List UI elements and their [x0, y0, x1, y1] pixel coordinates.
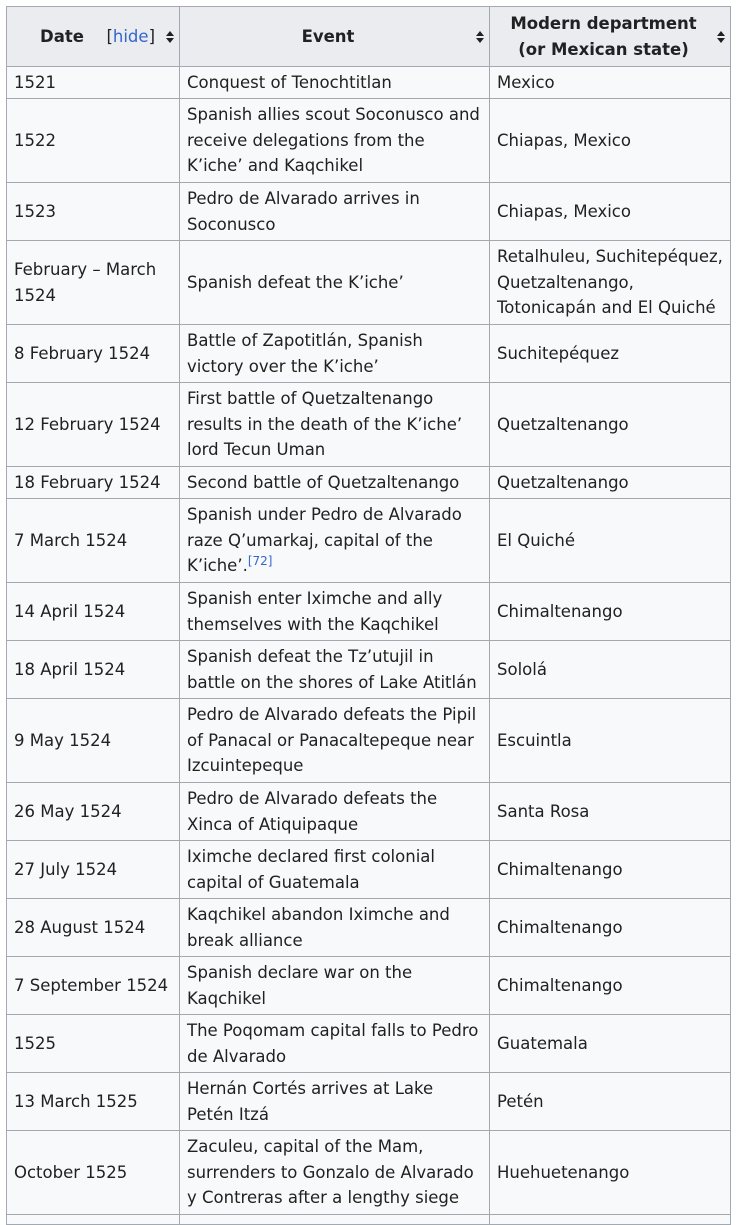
- cell-department: Chiapas, Mexico: [490, 99, 731, 183]
- cell-department: El Quiché: [490, 499, 731, 583]
- cell-event: [180, 957, 490, 1015]
- cell-department: Escuintla: [490, 699, 731, 783]
- header-department-label: Modern department (or Mexican state): [510, 13, 697, 59]
- hide-bracket-close: ]: [148, 26, 155, 46]
- cell-department: Quetzaltenango: [490, 467, 731, 499]
- cell-department: Suchitepéquez: [490, 325, 731, 383]
- table-row: [7, 699, 731, 783]
- table-row: [7, 499, 731, 583]
- cell-department: Santa Rosa: [490, 783, 731, 841]
- cell-date: 1525: [7, 1015, 180, 1073]
- table-row: [7, 1215, 731, 1225]
- cell-date: 27 July 1524: [7, 841, 180, 899]
- cell-event: [180, 699, 490, 783]
- cell-department: Chiapas, Mexico: [490, 183, 731, 241]
- sort-icon[interactable]: [476, 31, 484, 43]
- table-row: [7, 325, 731, 383]
- cell-event-text: Spanish enter Iximche and ally themselves with the Kaqchikel: [187, 588, 443, 634]
- header-row: [7, 7, 731, 67]
- table-row: [7, 783, 731, 841]
- table-row: [7, 67, 731, 99]
- cell-event: [180, 641, 490, 699]
- cell-date: 7 March 1524: [7, 499, 180, 583]
- sort-icon[interactable]: [717, 31, 725, 43]
- cell-date: 7 September 1524: [7, 957, 180, 1015]
- table-row: [7, 99, 731, 183]
- cell-event: [180, 383, 490, 467]
- table-row: [7, 841, 731, 899]
- cell-event-text: Spanish defeat the K’iche’: [187, 272, 404, 292]
- table-row: [7, 1015, 731, 1073]
- cell-event-text: The Poqomam capital falls to Pedro de Alvarado: [187, 1020, 479, 1066]
- cell-event: [180, 467, 490, 499]
- header-date[interactable]: [7, 7, 180, 67]
- cell-department: Quetzaltenango: [490, 383, 731, 467]
- cell-department: Retalhuleu, Suchitepéquez, Quetzaltenango, Totonicapán and El Quiché: [490, 241, 731, 325]
- cell-date: 8 February 1524: [7, 325, 180, 383]
- cell-department: Chimaltenango: [490, 583, 731, 641]
- cell-date: 1522: [7, 99, 180, 183]
- table-row: [7, 1131, 731, 1215]
- cell-date: February – March 1524: [7, 241, 180, 325]
- cell-date: 9 May 1524: [7, 699, 180, 783]
- table-row: [7, 957, 731, 1015]
- cell-event: [180, 783, 490, 841]
- header-date-label: Date: [40, 26, 84, 46]
- cell-date: October 1525: [7, 1131, 180, 1215]
- table-row: [7, 467, 731, 499]
- cell-event-text: Pedro de Alvarado arrives in Soconusco: [187, 188, 420, 234]
- hide-link[interactable]: hide: [112, 26, 149, 46]
- cell-event: [180, 841, 490, 899]
- cell-department: [490, 1215, 731, 1225]
- cell-event-text: Pedro de Alvarado defeats the Xinca of Atiquipaque: [187, 788, 438, 834]
- cell-event: [180, 499, 490, 583]
- cell-event-text: Iximche declared first colonial capital of Guatemala: [187, 846, 435, 892]
- cell-department: Chimaltenango: [490, 899, 731, 957]
- cell-department: Huehuetenango: [490, 1131, 731, 1215]
- table-row: [7, 641, 731, 699]
- cell-department: Chimaltenango: [490, 957, 731, 1015]
- cell-event-text: Pedro de Alvarado defeats the Pipil of Panacal or Panacaltepeque near Izcuintepeque: [187, 704, 477, 776]
- citation-ref: [248, 554, 273, 568]
- table-body: [7, 67, 731, 1225]
- table-row: [7, 241, 731, 325]
- cell-event: [180, 183, 490, 241]
- cell-department: Sololá: [490, 641, 731, 699]
- cell-date: 28 August 1524: [7, 899, 180, 957]
- cell-date: 18 February 1524: [7, 467, 180, 499]
- conquest-timeline-table-wrapper: [6, 6, 730, 1225]
- cell-event-text: Kaqchikel abandon Iximche and break alliance: [187, 904, 450, 950]
- cell-department: Guatemala: [490, 1015, 731, 1073]
- cell-event-text: Conquest of Tenochtitlan: [187, 72, 392, 92]
- cell-date: [7, 1215, 180, 1225]
- cell-event-text: Spanish declare war on the Kaqchikel: [187, 962, 413, 1008]
- cell-department: Mexico: [490, 67, 731, 99]
- cell-date: 18 April 1524: [7, 641, 180, 699]
- cell-event: [180, 583, 490, 641]
- cell-event-text: Spanish allies scout Soconusco and receive delegations from the K’iche’ and Kaqchikel: [187, 104, 480, 176]
- cell-event: [180, 241, 490, 325]
- cell-event: [180, 99, 490, 183]
- cell-event: [180, 899, 490, 957]
- cell-event-text: Second battle of Quetzaltenango: [187, 472, 460, 492]
- table-row: [7, 383, 731, 467]
- cell-event-text: Battle of Zapotitlán, Spanish victory over the K’iche’: [187, 330, 423, 376]
- sort-icon[interactable]: [166, 31, 174, 43]
- cell-event-text: Hernán Cortés arrives at Lake Petén Itzá: [187, 1078, 434, 1124]
- header-event[interactable]: [180, 7, 490, 67]
- cell-event: [180, 1073, 490, 1131]
- cell-event-text: Zaculeu, capital of the Mam, surrenders to Gonzalo de Alvarado y Contreras after a lengthy siege: [187, 1136, 474, 1208]
- table-row: [7, 899, 731, 957]
- cell-date: 26 May 1524: [7, 783, 180, 841]
- cell-event-text: Spanish defeat the Tz’utujil in battle on the shores of Lake Atitlán: [187, 646, 477, 692]
- cell-department: Petén: [490, 1073, 731, 1131]
- table-row: [7, 183, 731, 241]
- header-event-label: Event: [301, 26, 355, 46]
- cell-event: [180, 67, 490, 99]
- cell-event: [180, 325, 490, 383]
- hide-toggle: [106, 24, 155, 50]
- cell-date: 14 April 1524: [7, 583, 180, 641]
- cell-event: [180, 1215, 490, 1225]
- cell-event: [180, 1015, 490, 1073]
- cell-event-text: First battle of Quetzaltenango results in the death of the K’iche’ lord Tecun Uman: [187, 388, 463, 460]
- table-row: [7, 1073, 731, 1131]
- cell-department: Chimaltenango: [490, 841, 731, 899]
- cell-date: 12 February 1524: [7, 383, 180, 467]
- cell-date: 13 March 1525: [7, 1073, 180, 1131]
- table-row: [7, 583, 731, 641]
- cell-date: 1523: [7, 183, 180, 241]
- cell-date: 1521: [7, 67, 180, 99]
- hide-bracket-open: [: [106, 26, 113, 46]
- cell-event-text: Spanish under Pedro de Alvarado raze Q’umarkaj, capital of the K’iche’.: [187, 504, 462, 576]
- conquest-timeline-table: [6, 6, 731, 1225]
- header-department[interactable]: [490, 7, 731, 67]
- citation-link[interactable]: [72]: [247, 554, 273, 569]
- cell-event: [180, 1131, 490, 1215]
